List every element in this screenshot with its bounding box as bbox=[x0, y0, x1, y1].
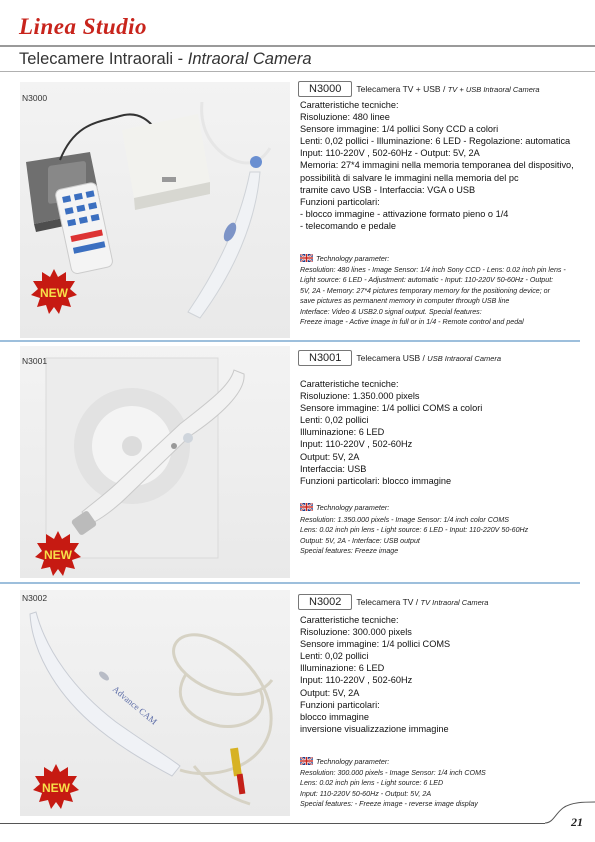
uk-flag-icon bbox=[300, 254, 313, 262]
en-line: Lens: 0.02 inch pin lens - Light source: 6 LED - Input: 110-220V 50-60Hz bbox=[300, 526, 529, 535]
product-header bbox=[298, 350, 501, 366]
en-line: Output: 5V, 2A - Interface: USB output bbox=[300, 536, 420, 545]
product-code: N3002 bbox=[298, 594, 352, 610]
en-line: Resolution: 300.000 pixels - Image Sensor: 1/4 inch COMS bbox=[300, 769, 486, 777]
badge-text: NEW bbox=[40, 286, 68, 300]
svg-text:Advance CAM: Advance CAM bbox=[110, 683, 160, 727]
spec-line: Memoria: 27*4 immagini nella memoria temporanea del dispositivo, bbox=[300, 160, 574, 171]
page-corner-curve bbox=[545, 800, 595, 842]
en-line: save pictures as permanent memory in computer through USB line bbox=[300, 297, 510, 306]
spec-line: - blocco immagine - attivazione formato pieno o 1/4 bbox=[300, 208, 509, 219]
en-line: Special features: Freeze image bbox=[300, 547, 399, 556]
en-line: Resolution: 1.350.000 pixels - Image Sensor: 1/4 inch color COMS bbox=[300, 516, 509, 524]
spec-line: Illuminazione: 6 LED bbox=[300, 427, 385, 438]
spec-english bbox=[300, 515, 590, 557]
spec-italian bbox=[300, 99, 582, 232]
en-line: Freeze image - Active image in full or in 1/4 - Remote control and pedal bbox=[300, 318, 524, 327]
spec-line: Input: 110-220V , 502-60Hz bbox=[300, 675, 413, 686]
spec-english bbox=[300, 265, 590, 327]
title-english: Intraoral Camera bbox=[187, 50, 312, 68]
brand-logo: Linea Studio bbox=[19, 14, 148, 39]
english-heading bbox=[300, 254, 389, 263]
spec-line: Lenti: 0,02 pollici bbox=[300, 415, 369, 426]
spec-italian bbox=[300, 614, 582, 735]
en-line: 5V, 2A - Memory: 27*4 pictures temporary memory for the positioning device; or bbox=[300, 286, 550, 295]
en-line: Special features: - Freeze image - reverse image display bbox=[300, 800, 478, 809]
spec-line: inversione visualizzazione immagine bbox=[300, 723, 449, 734]
product-name-it: Telecamera TV + USB / bbox=[356, 84, 448, 94]
spec-line: Caratteristiche tecniche: bbox=[300, 615, 399, 625]
product-name-en: TV + USB Intraoral Camera bbox=[447, 85, 540, 94]
new-badge bbox=[32, 763, 80, 811]
product-name-it: Telecamera USB / bbox=[356, 353, 428, 363]
english-heading bbox=[300, 503, 389, 512]
spec-line: Lenti: 0,02 pollici bbox=[300, 651, 369, 662]
spec-line: Risoluzione: 1.350.000 pixels bbox=[300, 391, 420, 402]
image-label: N3002 bbox=[22, 593, 48, 603]
spec-line: Input: 110-220V , 502-60Hz bbox=[300, 439, 413, 450]
starburst-icon bbox=[30, 268, 78, 316]
spec-line: tramite cavo USB - Interfaccia: VGA o USB bbox=[300, 184, 476, 195]
spec-line: Funzioni particolari: bbox=[300, 699, 380, 710]
english-heading bbox=[300, 757, 389, 766]
badge-text: NEW bbox=[44, 548, 72, 562]
spec-line: Caratteristiche tecniche: bbox=[300, 379, 399, 389]
product-name-it: Telecamera TV / bbox=[356, 597, 421, 607]
spec-line: Input: 110-220V , 502-60Hz - Output: 5V, 2A bbox=[300, 148, 480, 159]
spec-line: Output: 5V, 2A bbox=[300, 687, 360, 698]
uk-flag-icon bbox=[300, 503, 313, 511]
product-header bbox=[298, 594, 488, 610]
footer-rule bbox=[0, 823, 545, 824]
section-divider bbox=[0, 582, 580, 584]
spec-line: Illuminazione: 6 LED bbox=[300, 663, 385, 674]
spec-line: Sensore immagine: 1/4 pollici COMS a colori bbox=[300, 403, 483, 414]
spec-line: - telecomando e pedale bbox=[300, 220, 397, 231]
product-header bbox=[298, 81, 540, 97]
en-line: Resolution: 480 lines - Image Sensor: 1/4 inch Sony CCD - Lens: 0.02 inch pin lens - bbox=[300, 266, 566, 274]
badge-text: NEW bbox=[42, 781, 70, 795]
page-title bbox=[19, 50, 312, 69]
spec-line: Funzioni particolari: bbox=[300, 196, 380, 207]
new-badge bbox=[34, 530, 82, 578]
starburst-icon bbox=[32, 763, 80, 811]
header-divider bbox=[0, 45, 595, 47]
spec-line: blocco immagine bbox=[300, 711, 369, 722]
spec-line: possibilità di salvare le immagini nella memoria del pc bbox=[300, 172, 519, 183]
section-divider bbox=[0, 340, 580, 342]
english-heading-text: Technology parameter: bbox=[316, 757, 390, 766]
spec-line: Lenti: 0,02 pollici - Illuminazione: 6 LED - Regolazione: automatica bbox=[300, 136, 571, 147]
image-label: N3001 bbox=[22, 356, 48, 366]
page-number: 21 bbox=[571, 815, 583, 829]
spec-line: Interfaccia: USB bbox=[300, 463, 367, 474]
image-label: N3000 bbox=[22, 93, 48, 103]
product-code: N3001 bbox=[298, 350, 352, 366]
english-heading-text: Technology parameter: bbox=[316, 254, 390, 263]
title-divider bbox=[0, 71, 595, 72]
uk-flag-icon bbox=[300, 757, 313, 765]
product-code: N3000 bbox=[298, 81, 352, 97]
en-line: Interface: Video & USB2.0 signal output. Special features: bbox=[300, 307, 482, 316]
spec-line: Funzioni particolari: blocco immagine bbox=[300, 475, 452, 486]
product-name-en: TV Intraoral Camera bbox=[420, 598, 489, 607]
en-line: Light source: 6 LED - Adjustment: automatic - Input: 110-220V 50-60Hz - Output: bbox=[300, 276, 554, 285]
spec-line: Output: 5V, 2A bbox=[300, 451, 360, 462]
title-italian: Telecamere Intraorali - bbox=[19, 50, 188, 68]
spec-line: Caratteristiche tecniche: bbox=[300, 100, 399, 110]
spec-italian bbox=[300, 378, 582, 487]
new-badge bbox=[30, 268, 78, 316]
en-line: Lens: 0.02 inch pin lens - Light source: 6 LED bbox=[300, 779, 444, 788]
spec-line: Risoluzione: 300.000 pixels bbox=[300, 627, 412, 638]
spec-line: Risoluzione: 480 linee bbox=[300, 112, 390, 123]
product-name-en: USB Intraoral Camera bbox=[427, 354, 502, 363]
en-line: Input: 110-220V 50-60Hz - Output: 5V, 2A bbox=[300, 789, 432, 798]
spec-line: Sensore immagine: 1/4 pollici Sony CCD a colori bbox=[300, 124, 499, 135]
starburst-icon bbox=[34, 530, 82, 578]
spec-line: Sensore immagine: 1/4 pollici COMS bbox=[300, 639, 451, 650]
english-heading-text: Technology parameter: bbox=[316, 503, 390, 512]
